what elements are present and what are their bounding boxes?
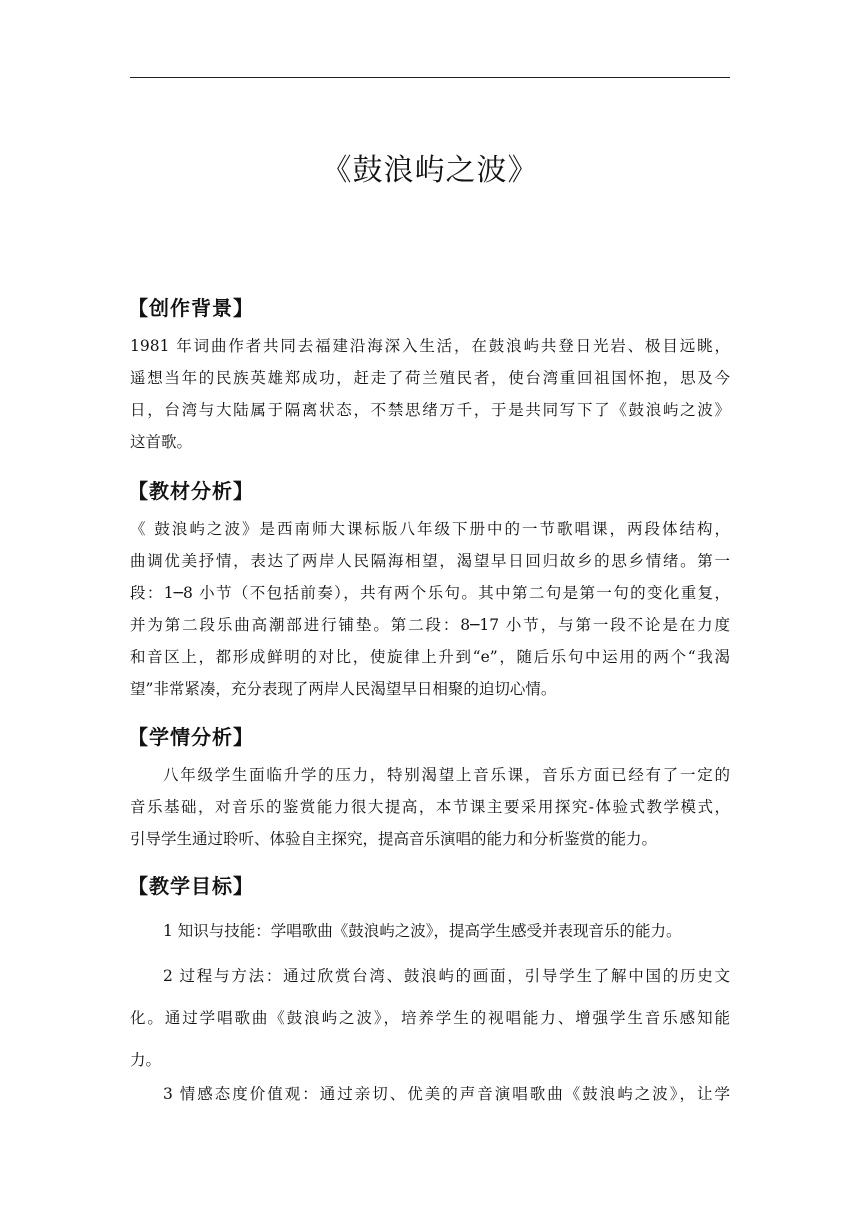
goal-process [130,957,730,1079]
text-line: 力。 [130,1051,162,1069]
section-heading-background: 【创作背景】 [128,296,254,320]
section-heading-students: 【学情分析】 [128,725,254,749]
text-line: 这首歌。 [130,433,193,451]
text-line: 2 过程与方法：通过欣赏台湾、鼓浪屿的画面，引导学生了解中国的历史文 [163,967,730,985]
section-heading-material: 【教材分析】 [128,479,254,503]
section-heading-goals: 【教学目标】 [128,874,254,898]
text-line: 1981 年词曲作者共同去福建沿海深入生活，在鼓浪屿共登日光岩、极目远眺， [130,337,730,355]
text-line: 引导学生通过聆听、体验自主探究，提高音乐演唱的能力和分析鉴赏的能力。 [130,830,658,848]
text-line: 日，台湾与大陆属于隔离状态，不禁思绪万千，于是共同写下了《鼓浪屿之波》 [130,401,730,419]
text-line: 和音区上，都形成鲜明的对比，使旋律上升到“e”，随后乐句中运用的两个“我渴 [130,648,730,666]
document-title: 《鼓浪屿之波》 [321,153,539,188]
text-line: 段：1─8 小节（不包括前奏），共有两个乐句。其中第二句是第一句的变化重复， [130,584,730,602]
header-rule [130,77,730,78]
text-line: 音乐基础，对音乐的鉴赏能力很大提高，本节课主要采用探究-体验式教学模式， [130,798,730,816]
text-line: 3 情感态度价值观：通过亲切、优美的声音演唱歌曲《鼓浪屿之波》，让学 [163,1085,730,1103]
text-line: 遥想当年的民族英雄郑成功，赶走了荷兰殖民者，使台湾重回祖国怀抱，思及今 [130,369,730,387]
text-line: 曲调优美抒情，表达了两岸人民隔海相望，渴望早日回归故乡的思乡情绪。第一 [130,552,730,570]
students-paragraph [130,759,730,855]
text-line: 《 鼓浪屿之波》是西南师大课标版八年级下册中的一节歌唱课，两段体结构， [130,520,730,538]
goal-knowledge [130,912,730,950]
goal-emotion [130,1075,730,1113]
text-line: 化。通过学唱歌曲《鼓浪屿之波》，培养学生的视唱能力、增强学生音乐感知能 [130,1009,730,1027]
text-line: 并为第二段乐曲高潮部进行铺垫。第二段：8─17 小节，与第一段不论是在力度 [130,616,730,634]
text-line: 八年级学生面临升学的压力，特别渴望上音乐课，音乐方面已经有了一定的 [163,766,730,784]
text-line: 1 知识与技能：学唱歌曲《鼓浪屿之波》，提高学生感受并表现音乐的能力。 [163,922,682,940]
text-line: 望”非常紧凑，充分表现了两岸人民渴望早日相聚的迫切心情。 [130,680,557,698]
background-paragraph [130,330,730,458]
material-paragraph [130,513,730,705]
